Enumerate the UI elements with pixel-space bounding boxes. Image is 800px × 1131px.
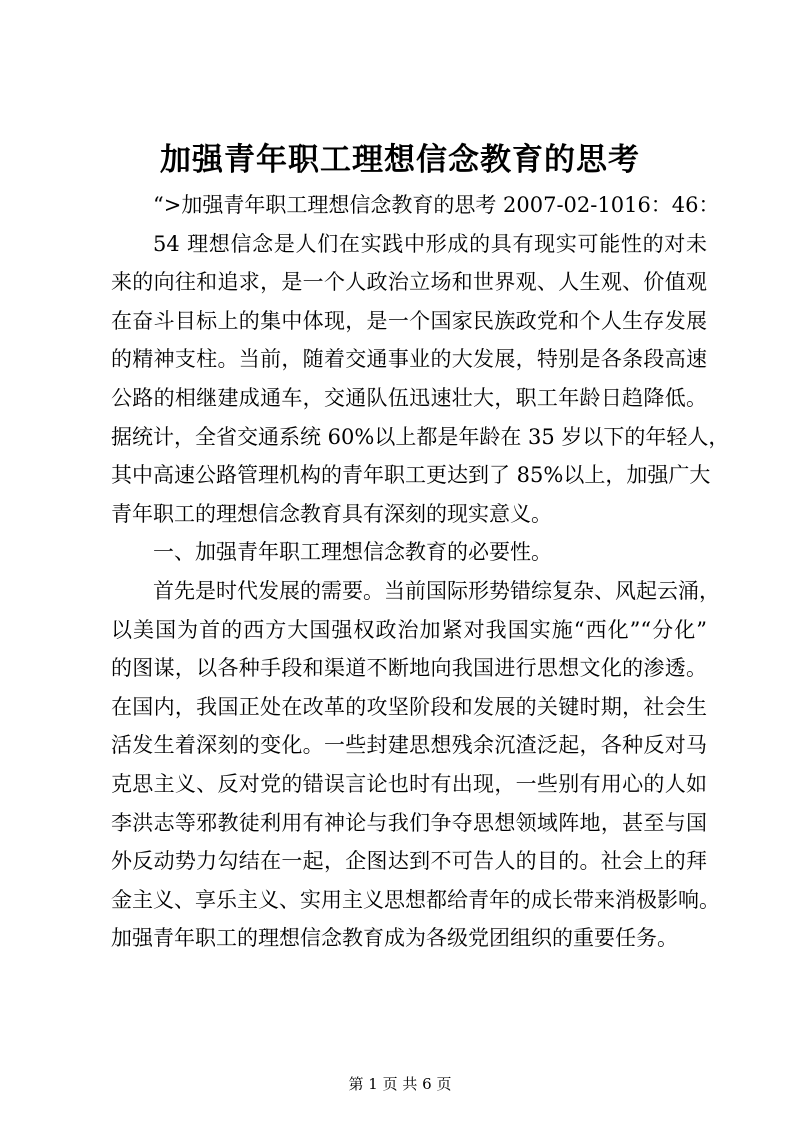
text-line: 其中高速公路管理机构的青年职工更达到了 85%以上，加强广大 xyxy=(111,463,711,488)
text-line: 的图谋，以各种手段和渠道不断地向我国进行思想文化的渗透。 xyxy=(111,656,707,681)
section-heading: 一、加强青年职工理想信念教育的必要性。 xyxy=(153,540,552,565)
text-line: 李洪志等邪教徒利用有神论与我们争夺思想领域阵地，甚至与国 xyxy=(111,810,707,835)
document-body xyxy=(111,186,730,958)
text-line: 在奋斗目标上的集中体现，是一个国家民族政党和个人生存发展 xyxy=(111,308,707,333)
text-line: 外反动势力勾结在一起，企图达到不可告人的目的。社会上的拜 xyxy=(111,849,707,874)
text-line: 的精神支柱。当前，随着交通事业的大发展，特别是各条段高速 xyxy=(111,347,707,372)
text-line: 金主义、享乐主义、实用主义思想都给青年的成长带来消极影响。 xyxy=(111,887,720,912)
text-line: 以美国为首的西方大国强权政治加紧对我国实施“西化”“分化” xyxy=(111,617,707,642)
text-line: 公路的相继建成通车，交通队伍迅速壮大，职工年龄日趋降低。 xyxy=(111,385,707,410)
text-line: 加强青年职工的理想信念教育成为各级党团组织的重要任务。 xyxy=(111,926,678,951)
page-number-footer: 第 1 页 共 6 页 xyxy=(348,1075,452,1093)
text-line: 活发生着深刻的变化。一些封建思想残余沉渣泛起，各种反对马 xyxy=(111,733,707,758)
text-line: 克思主义、反对党的错误言论也时有出现，一些别有用心的人如 xyxy=(111,771,707,796)
text-line: 54 理想信念是人们在实践中形成的具有现实可能性的对未 xyxy=(153,231,707,256)
text-line: 在国内，我国正处在改革的攻坚阶段和发展的关键时期，社会生 xyxy=(111,694,707,719)
text-line: “>加强青年职工理想信念教育的思考 2007-02-1016：46： xyxy=(153,193,720,217)
text-line: 首先是时代发展的需要。当前国际形势错综复杂、风起云涌， xyxy=(153,578,720,603)
text-line: 青年职工的理想信念教育具有深刻的现实意义。 xyxy=(111,501,552,526)
text-line: 据统计，全省交通系统 60%以上都是年龄在 35 岁以下的年轻人， xyxy=(111,424,730,449)
text-line: 来的向往和追求，是一个人政治立场和世界观、人生观、价值观 xyxy=(111,270,707,295)
document-title: 加强青年职工理想信念教育的思考 xyxy=(160,142,640,178)
